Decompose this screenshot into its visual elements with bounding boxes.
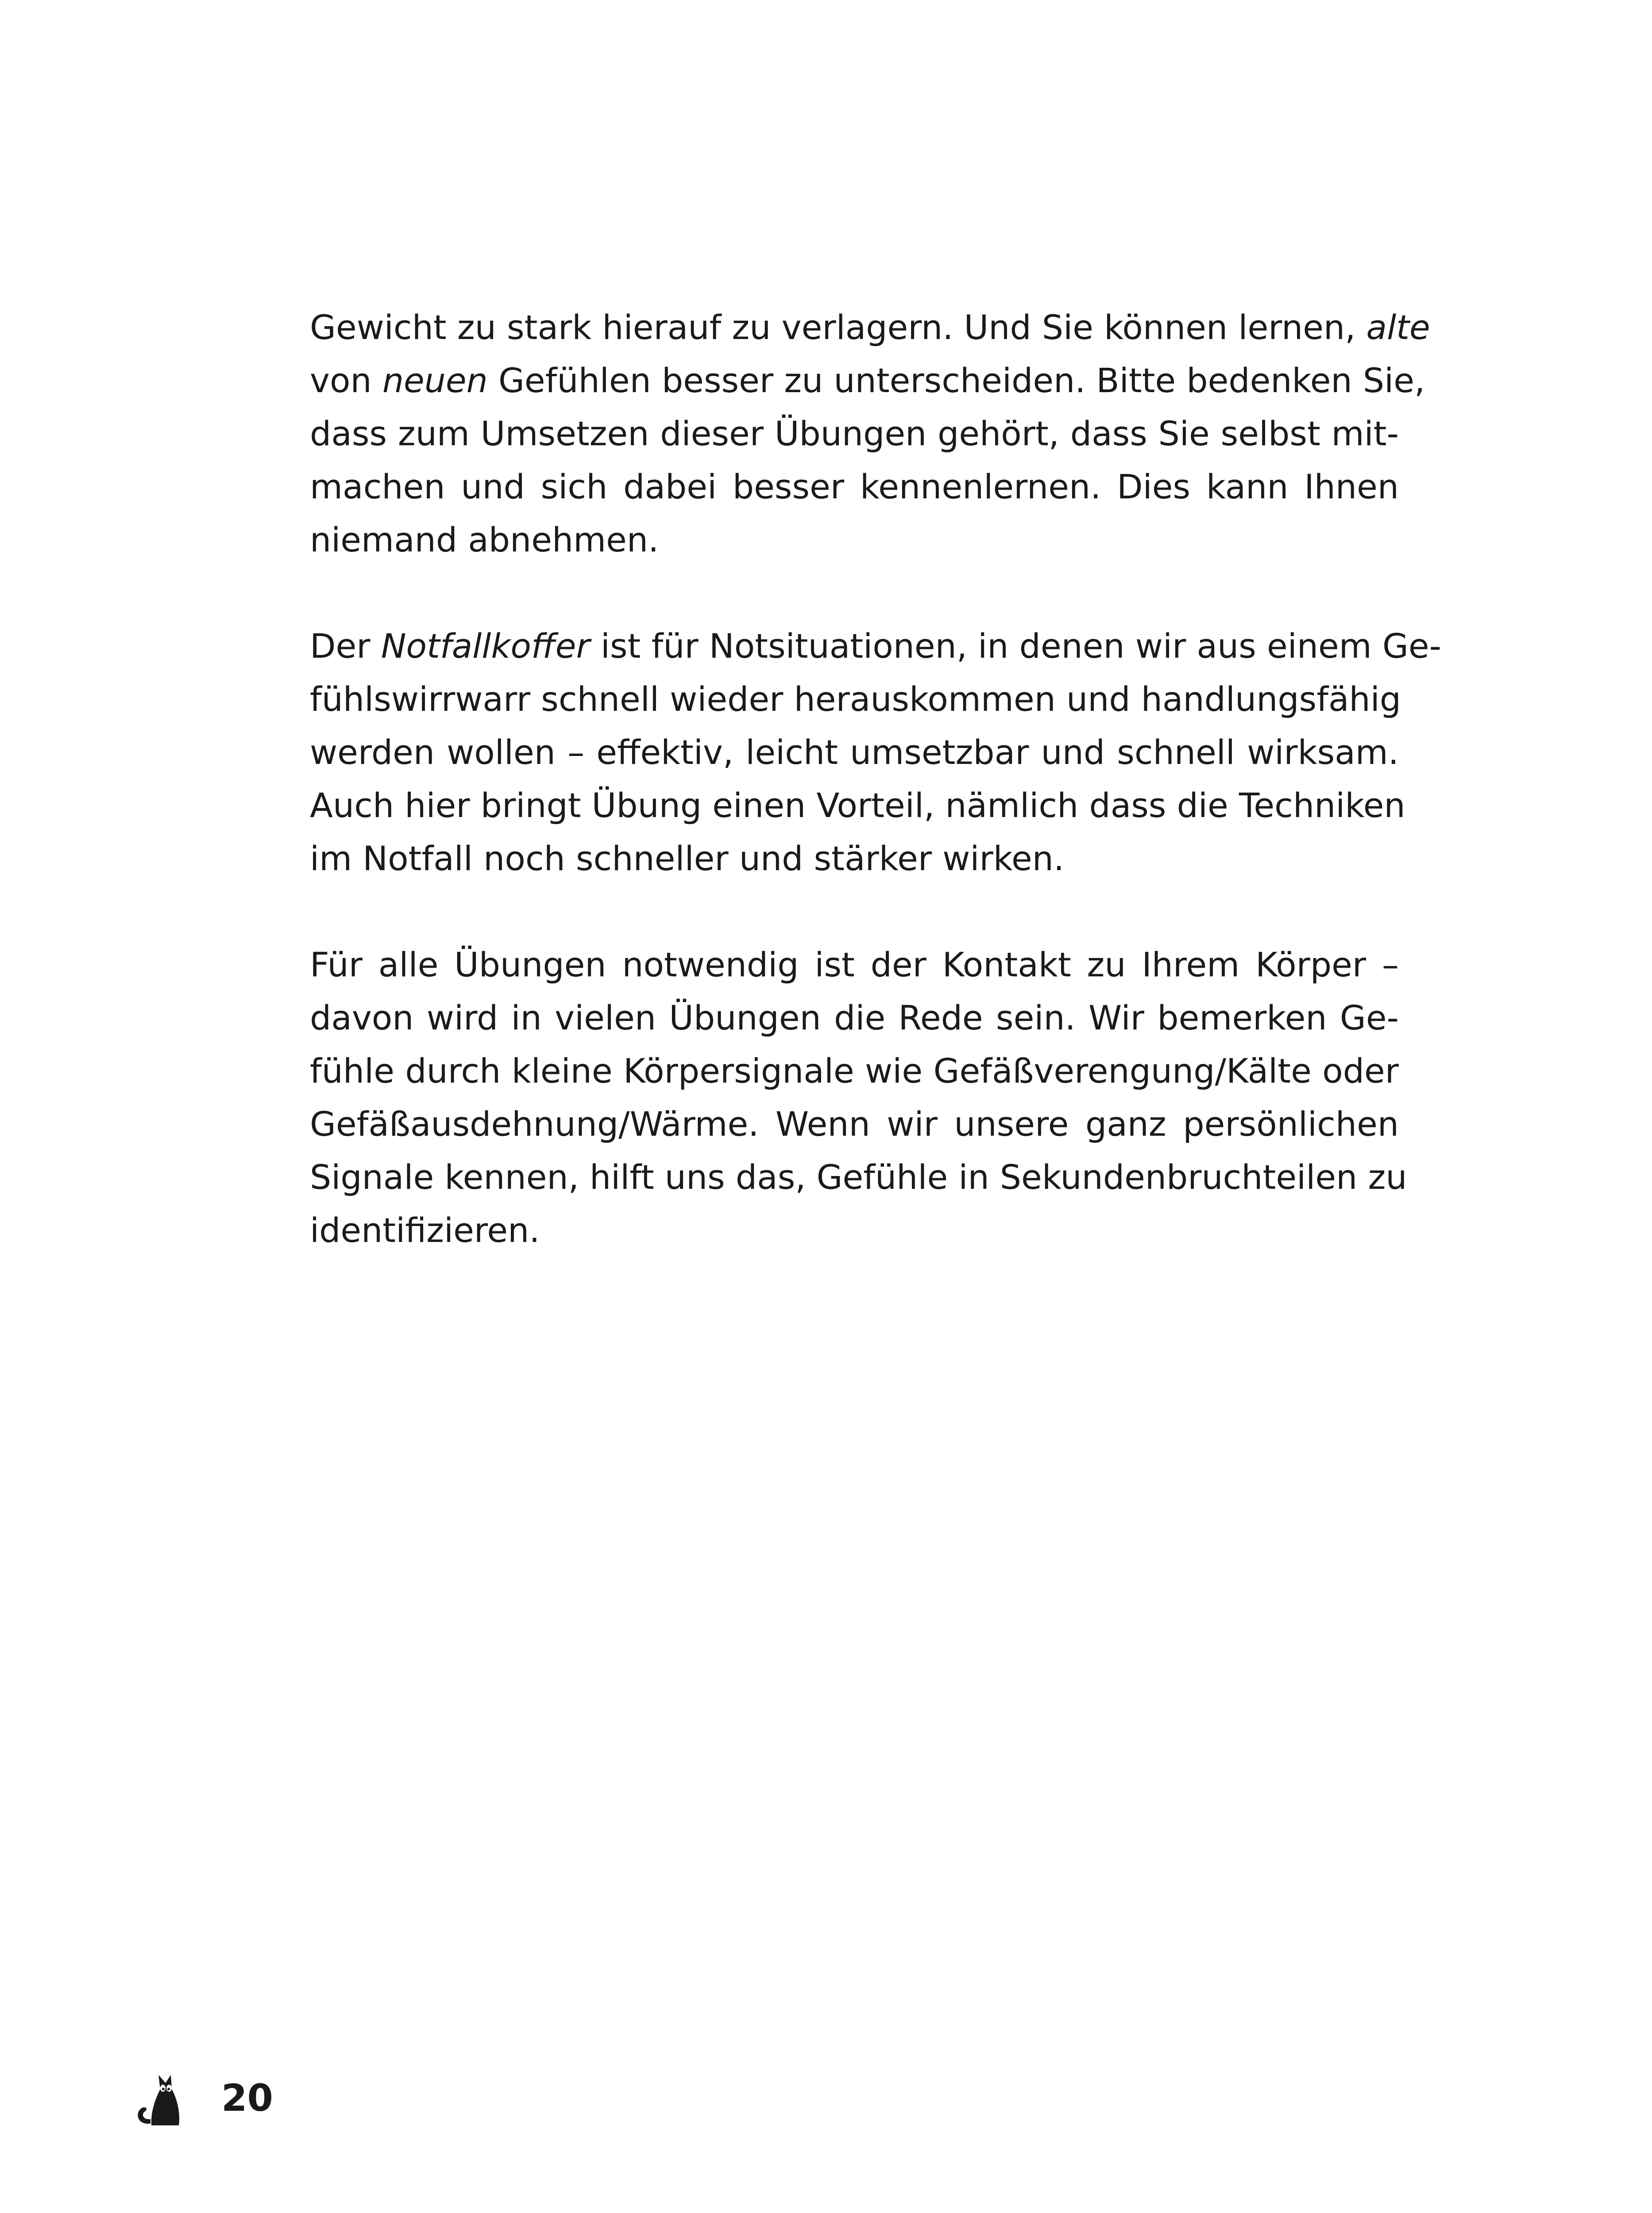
text-segment: Gefühlen besser zu unterscheiden. Bitte bedenken Sie, xyxy=(487,361,1425,400)
text-segment: werden wollen – effektiv, leicht umsetzbar und schnell wirksam. xyxy=(310,733,1399,772)
cat-icon xyxy=(133,2067,190,2129)
text-line xyxy=(310,673,1399,726)
italic-term: Notfallkoffer xyxy=(381,626,590,666)
text-segment: Signale kennen, hilft uns das, Gefühle in Sekundenbruchteilen zu xyxy=(310,1157,1407,1197)
text-segment: Der xyxy=(310,626,381,666)
text-segment: im Notfall noch schneller und stärker wirken. xyxy=(310,839,1065,878)
text-segment: niemand abnehmen. xyxy=(310,520,659,559)
text-line xyxy=(310,1045,1399,1098)
page-number: 20 xyxy=(221,2076,273,2120)
text-line xyxy=(310,620,1442,673)
paragraph-gap xyxy=(310,885,1399,938)
text-line xyxy=(310,1204,1399,1257)
text-line xyxy=(310,991,1399,1045)
text-segment: machen und sich dabei besser kennenlernen. Dies kann Ihnen xyxy=(310,467,1399,506)
text-line xyxy=(310,407,1399,460)
body-text xyxy=(310,301,1442,1257)
text-segment: fühlswirrwarr schnell wieder herauskommen und handlungsfähig xyxy=(310,679,1401,719)
paragraph xyxy=(310,620,1442,885)
italic-term: alte xyxy=(1366,308,1430,347)
italic-term: neuen xyxy=(382,361,488,400)
text-segment: von xyxy=(310,361,382,400)
text-segment: identifizieren. xyxy=(310,1211,540,1250)
text-line xyxy=(310,1098,1399,1151)
paragraph xyxy=(310,301,1430,567)
text-segment: dass zum Umsetzen dieser Übungen gehört, dass Sie selbst mit- xyxy=(310,414,1399,453)
text-line xyxy=(310,301,1430,354)
text-segment: davon wird in vielen Übungen die Rede sein. Wir bemerken Ge- xyxy=(310,998,1399,1037)
text-line xyxy=(310,513,1399,567)
text-segment: Gefäßausdehnung/Wärme. Wenn wir unsere ganz persönlichen xyxy=(310,1104,1399,1144)
text-line xyxy=(310,1151,1407,1204)
text-line xyxy=(310,832,1399,885)
text-line xyxy=(310,779,1405,832)
page-footer xyxy=(133,2063,273,2133)
text-segment: Für alle Übungen notwendig ist der Kontakt zu Ihrem Körper – xyxy=(310,945,1399,984)
text-segment: ist für Notsituationen, in denen wir aus einem Ge- xyxy=(590,626,1442,666)
text-segment: Gewicht zu stark hierauf zu verlagern. Und Sie können lernen, xyxy=(310,308,1366,347)
text-line xyxy=(310,460,1399,513)
paragraph-gap xyxy=(310,567,1399,620)
text-segment: fühle durch kleine Körpersignale wie Gefäßverengung/Kälte oder xyxy=(310,1051,1399,1091)
text-line xyxy=(310,354,1425,407)
paragraph xyxy=(310,938,1407,1257)
text-segment: Auch hier bringt Übung einen Vorteil, nämlich dass die Techniken xyxy=(310,786,1405,825)
text-line xyxy=(310,938,1399,991)
text-line xyxy=(310,726,1399,779)
